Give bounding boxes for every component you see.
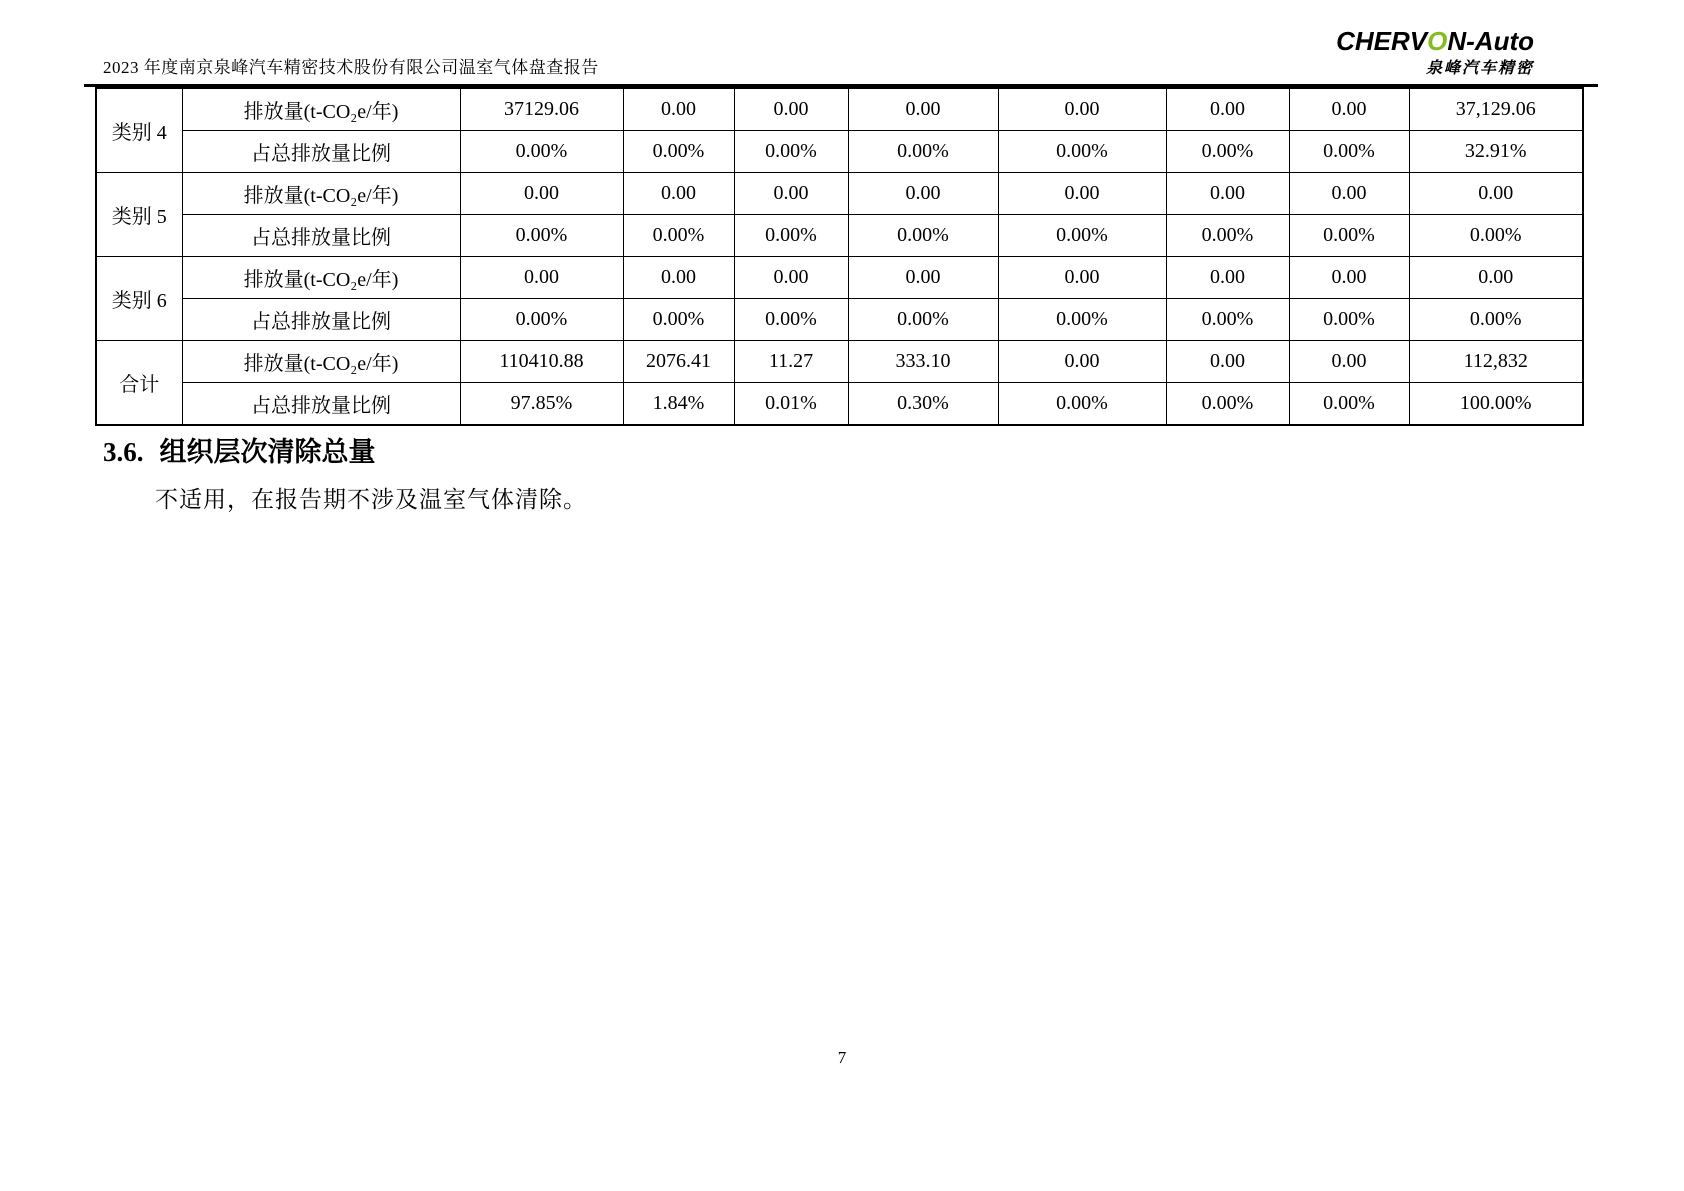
value-cell: 0.00 — [998, 257, 1166, 299]
metric-label-cell: 排放量(t-CO₂e/年) — [182, 341, 460, 383]
logo-brand-pre: CHERV — [1336, 26, 1428, 56]
value-cell: 0.00% — [848, 215, 998, 257]
value-cell: 0.00 — [623, 257, 734, 299]
value-cell: 0.00 — [848, 88, 998, 131]
report-header-title: 2023 年度南京泉峰汽车精密技术股份有限公司温室气体盘查报告 — [103, 58, 599, 77]
value-cell: 11.27 — [734, 341, 848, 383]
value-cell: 0.00 — [1289, 341, 1409, 383]
value-cell: 0.00% — [460, 215, 623, 257]
value-cell: 0.00 — [848, 257, 998, 299]
table-row — [96, 173, 1583, 215]
value-cell: 0.00% — [623, 131, 734, 173]
metric-label-cell: 占总排放量比例 — [182, 215, 460, 257]
value-cell: 0.00 — [734, 88, 848, 131]
table-row — [96, 341, 1583, 383]
value-cell: 0.00% — [1289, 299, 1409, 341]
value-cell: 0.00 — [1166, 341, 1289, 383]
value-cell: 0.00% — [734, 215, 848, 257]
value-cell: 0.00% — [1409, 299, 1583, 341]
value-cell: 0.01% — [734, 383, 848, 426]
value-cell: 110410.88 — [460, 341, 623, 383]
value-cell: 0.00 — [734, 173, 848, 215]
value-cell: 0.00 — [998, 173, 1166, 215]
value-cell: 0.00 — [998, 341, 1166, 383]
value-cell: 37129.06 — [460, 88, 623, 131]
value-cell: 0.00 — [998, 88, 1166, 131]
logo-tagline: 泉峰汽车精密 — [1425, 60, 1534, 78]
value-cell: 0.00 — [1166, 173, 1289, 215]
value-cell: 0.00% — [1166, 299, 1289, 341]
logo-brand-post: N-Auto — [1447, 26, 1534, 56]
value-cell: 0.00 — [1409, 173, 1583, 215]
table-row — [96, 299, 1583, 341]
metric-label-cell: 占总排放量比例 — [182, 299, 460, 341]
value-cell: 0.00 — [1409, 257, 1583, 299]
value-cell: 0.00% — [623, 215, 734, 257]
value-cell: 0.00% — [1166, 131, 1289, 173]
value-cell: 0.00% — [848, 131, 998, 173]
table-row — [96, 88, 1583, 131]
value-cell: 0.00% — [1166, 215, 1289, 257]
value-cell: 0.00 — [1289, 88, 1409, 131]
value-cell: 0.00 — [1166, 88, 1289, 131]
value-cell: 0.00 — [848, 173, 998, 215]
value-cell: 0.00% — [998, 215, 1166, 257]
table-row — [96, 257, 1583, 299]
value-cell: 2076.41 — [623, 341, 734, 383]
body-paragraph: 不适用，在报告期不涉及温室气体清除。 — [155, 487, 587, 512]
metric-label-cell: 排放量(t-CO₂e/年) — [182, 173, 460, 215]
value-cell: 0.00% — [1289, 131, 1409, 173]
value-cell: 0.00 — [1289, 257, 1409, 299]
category-cell: 合计 — [96, 341, 182, 426]
value-cell: 0.00% — [1289, 215, 1409, 257]
value-cell: 32.91% — [1409, 131, 1583, 173]
value-cell: 0.00% — [998, 383, 1166, 426]
section-title: 组织层次清除总量 — [159, 437, 376, 467]
value-cell: 0.00% — [848, 299, 998, 341]
logo-o: O — [1427, 26, 1448, 56]
value-cell: 37,129.06 — [1409, 88, 1583, 131]
table-row — [96, 383, 1583, 426]
value-cell: 97.85% — [460, 383, 623, 426]
section-heading — [103, 430, 376, 469]
value-cell: 0.00 — [734, 257, 848, 299]
page-number: 7 — [837, 1048, 847, 1067]
value-cell: 0.00% — [623, 299, 734, 341]
value-cell: 0.00% — [1289, 383, 1409, 426]
value-cell: 0.00 — [623, 88, 734, 131]
metric-label-cell: 占总排放量比例 — [182, 383, 460, 426]
value-cell: 0.00% — [1409, 215, 1583, 257]
category-cell: 类别 6 — [96, 257, 182, 341]
value-cell: 0.00 — [460, 173, 623, 215]
value-cell: 0.00% — [998, 131, 1166, 173]
value-cell: 333.10 — [848, 341, 998, 383]
value-cell: 0.00 — [623, 173, 734, 215]
table-row — [96, 215, 1583, 257]
metric-label-cell: 排放量(t-CO₂e/年) — [182, 88, 460, 131]
section-number: 3.6. — [103, 437, 144, 467]
metric-label-cell: 占总排放量比例 — [182, 131, 460, 173]
value-cell: 0.00 — [1166, 257, 1289, 299]
table-row — [96, 131, 1583, 173]
value-cell: 100.00% — [1409, 383, 1583, 426]
category-cell: 类别 4 — [96, 88, 182, 173]
value-cell: 1.84% — [623, 383, 734, 426]
value-cell: 0.00% — [998, 299, 1166, 341]
value-cell: 0.00% — [734, 299, 848, 341]
value-cell: 0.00% — [734, 131, 848, 173]
value-cell: 0.00% — [460, 131, 623, 173]
value-cell: 0.00 — [1289, 173, 1409, 215]
category-cell: 类别 5 — [96, 173, 182, 257]
metric-label-cell: 排放量(t-CO₂e/年) — [182, 257, 460, 299]
value-cell: 0.00% — [460, 299, 623, 341]
value-cell: 0.00% — [1166, 383, 1289, 426]
logo-brand-text — [1336, 28, 1534, 55]
emissions-table — [95, 87, 1584, 426]
value-cell: 112,832 — [1409, 341, 1583, 383]
value-cell: 0.30% — [848, 383, 998, 426]
chervon-auto-logo — [1336, 28, 1534, 78]
value-cell: 0.00 — [460, 257, 623, 299]
